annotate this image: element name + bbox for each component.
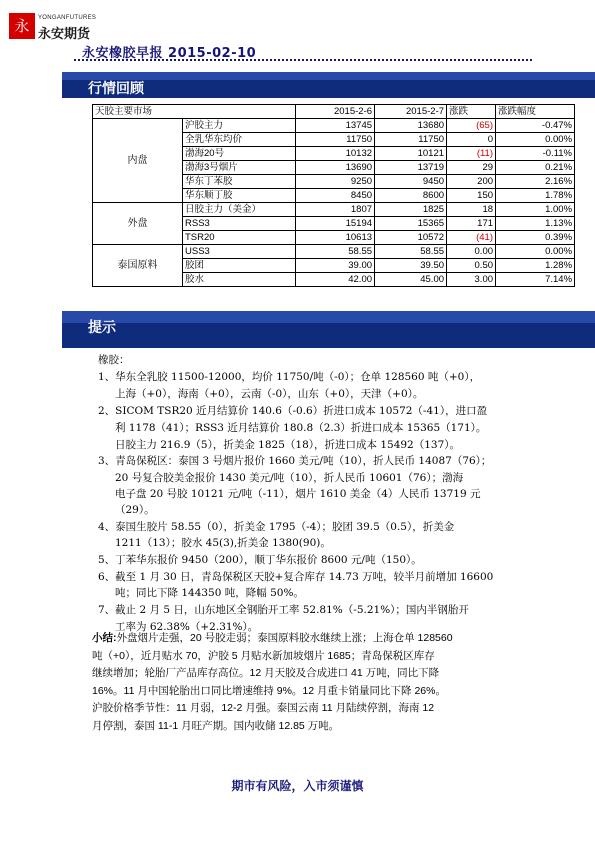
table-row: [93, 245, 575, 259]
price-change: 171: [447, 217, 496, 231]
table-header-cell: 2015-2-6: [296, 105, 375, 119]
company-logo-english: YONGANFUTURES: [38, 15, 97, 21]
price-prev: 8450: [296, 189, 375, 203]
tips-line: （29）。: [115, 504, 155, 516]
price-change-pct: 0.39%: [496, 231, 575, 245]
price-change-pct: 0.00%: [496, 245, 575, 259]
instrument-name: 胶水: [183, 273, 296, 287]
price-change: (41): [447, 231, 496, 245]
section-title-tips: 提示: [88, 320, 116, 336]
tips-line: 工率为 62.38%（+2.31%）。: [115, 621, 259, 633]
market-group-label: 泰国原料: [93, 245, 183, 287]
price-curr: 10121: [375, 147, 447, 161]
tips-heading: 橡胶：: [98, 354, 130, 366]
table-header-cell: 涨跌: [447, 105, 496, 119]
instrument-name: 华东顺丁胶: [183, 189, 296, 203]
tips-line: 日胶主力 216.9（5），折美金 1825（18），折进口成本 15492（137）。: [115, 439, 461, 451]
instrument-name: 华东丁苯胶: [183, 175, 296, 189]
table-header-cell: 涨跌幅度: [496, 105, 575, 119]
company-logo-mark: 永: [9, 13, 35, 39]
tips-line: 3、青岛保税区：泰国 3 号烟片报价 1660 美元/吨（10），折人民币 14087（76）；: [98, 455, 492, 467]
price-change-pct: 1.78%: [496, 189, 575, 203]
title-divider: [74, 59, 532, 61]
price-prev: 58.55: [296, 245, 375, 259]
price-change: 29: [447, 161, 496, 175]
instrument-name: 胶团: [183, 259, 296, 273]
instrument-name: 渤海3号烟片: [183, 161, 296, 175]
price-change: 150: [447, 189, 496, 203]
price-prev: 9250: [296, 175, 375, 189]
price-prev: 1807: [296, 203, 375, 217]
tips-line: 5、丁苯华东报价 9450（200），顺丁华东报价 8600 元/吨（150）。: [98, 554, 422, 566]
summary-line: 16%。11 月中国轮胎出口同比增速维持 9%。12 月重卡销量同比下降 26%。: [92, 684, 446, 697]
tips-line: 电子盘 20 号胶 10121 元/吨（-11），烟片 1610 美金（4）人民币 13719 元: [115, 488, 481, 500]
price-change: 18: [447, 203, 496, 217]
price-change-pct: 7.14%: [496, 273, 575, 287]
summary-line: 继续增加；轮胎厂产品库存高位。12 月天胶及合成进口 41 万吨，同比下降: [92, 667, 440, 679]
price-curr: 58.55: [375, 245, 447, 259]
price-prev: 11750: [296, 133, 375, 147]
risk-warning-footer: 期市有风险，入市须谨慎: [231, 779, 364, 793]
price-curr: 1825: [375, 203, 447, 217]
price-curr: 13680: [375, 119, 447, 133]
tips-line: 6、截至 1 月 30 日，青岛保税区天胶+复合库存 14.73 万吨，较半月前增加 16600: [98, 571, 494, 583]
table-row: [93, 203, 575, 217]
price-change-pct: 0.00%: [496, 133, 575, 147]
price-change-pct: 1.28%: [496, 259, 575, 273]
tips-line: 1211（13）；胶水 45(3),折美金 1380(90)。: [115, 537, 331, 549]
summary-line: 小结:外盘烟片走强，20 号胶走弱；泰国原料胶水继续上涨；上海仓单 128560: [92, 632, 453, 644]
table-row: [93, 119, 575, 133]
price-change: (65): [447, 119, 496, 133]
price-curr: 13719: [375, 161, 447, 175]
price-change: 3.00: [447, 273, 496, 287]
price-curr: 8600: [375, 189, 447, 203]
summary-line: 月停割，泰国 11-1 月旺产期。国内收储 12.85 万吨。: [92, 719, 340, 732]
tips-line: 吨；同比下降 144350 吨，降幅 50%。: [115, 587, 304, 599]
tips-line: 上海（+0），海南（+0），云南（-0），山东（+0），天津（+0）。: [115, 388, 424, 400]
price-prev: 15194: [296, 217, 375, 231]
section-title-review: 行情回顾: [88, 81, 144, 97]
tips-line: 7、截止 2 月 5 日，山东地区全钢胎开工率 52.81%（-5.21%）；国内半钢胎开: [98, 604, 469, 616]
price-prev: 10132: [296, 147, 375, 161]
tips-line: 1、华东全乳胶 11500-12000，均价 11750/吨（-0）；仓单 128560 吨（+0），: [98, 371, 481, 383]
price-prev: 13745: [296, 119, 375, 133]
price-change-pct: 2.16%: [496, 175, 575, 189]
price-curr: 9450: [375, 175, 447, 189]
summary-block: [92, 630, 572, 735]
instrument-name: RSS3: [183, 217, 296, 231]
table-header-cell: 2015-2-7: [375, 105, 447, 119]
table-header-row: [93, 105, 575, 119]
price-change-pct: -0.11%: [496, 147, 575, 161]
table-header-cell: 天胶主要市场: [93, 105, 296, 119]
instrument-name: 日胶主力（美金）: [183, 203, 296, 217]
price-curr: 15365: [375, 217, 447, 231]
price-change-pct: 1.13%: [496, 217, 575, 231]
price-change: (11): [447, 147, 496, 161]
tips-line: 20 号复合胶美金报价 1430 美元/吨（10），折人民币 10601（76）；渤海: [115, 472, 464, 484]
instrument-name: 全乳华东均价: [183, 133, 296, 147]
section-header-tips: [62, 311, 595, 348]
price-prev: 42.00: [296, 273, 375, 287]
price-prev: 10613: [296, 231, 375, 245]
price-change: 0.50: [447, 259, 496, 273]
price-curr: 10572: [375, 231, 447, 245]
market-group-label: 外盘: [93, 203, 183, 245]
company-logo-chinese: 永安期货: [38, 27, 91, 42]
price-change: 200: [447, 175, 496, 189]
market-table: [92, 104, 575, 287]
price-curr: 11750: [375, 133, 447, 147]
summary-line: 吨（+0），近月贴水 70，沪胶 5 月贴水新加坡烟片 1685；青岛保税区库存: [92, 649, 435, 662]
price-change: 0.00: [447, 245, 496, 259]
tips-line: 利 1178（41）；RSS3 近月结算价 180.8（2.3）折进口成本 15365（171）。: [115, 422, 487, 434]
price-change: 0: [447, 133, 496, 147]
instrument-name: 沪胶主力: [183, 119, 296, 133]
instrument-name: USS3: [183, 245, 296, 259]
price-curr: 39.50: [375, 259, 447, 273]
summary-label: 小结:: [92, 632, 117, 644]
tips-line: 4、泰国生胶片 58.55（0），折美金 1795（-4）；胶团 39.5（0.5），折美金: [98, 521, 455, 533]
instrument-name: 渤海20号: [183, 147, 296, 161]
price-prev: 39.00: [296, 259, 375, 273]
report-title: 永安橡胶早报 2015-02-10: [82, 46, 257, 61]
instrument-name: TSR20: [183, 231, 296, 245]
price-curr: 45.00: [375, 273, 447, 287]
tips-line: 2、SICOM TSR20 近月结算价 140.6（-0.6）折进口成本 10572（-41），进口盈: [98, 405, 488, 417]
price-change-pct: -0.47%: [496, 119, 575, 133]
price-prev: 13690: [296, 161, 375, 175]
market-group-label: 内盘: [93, 119, 183, 203]
summary-line: 沪胶价格季节性：11 月弱，12-2 月强。泰国云南 11 月陆续停割，海南 12: [92, 702, 435, 714]
price-change-pct: 1.00%: [496, 203, 575, 217]
section-header-review: [62, 72, 595, 98]
price-change-pct: 0.21%: [496, 161, 575, 175]
